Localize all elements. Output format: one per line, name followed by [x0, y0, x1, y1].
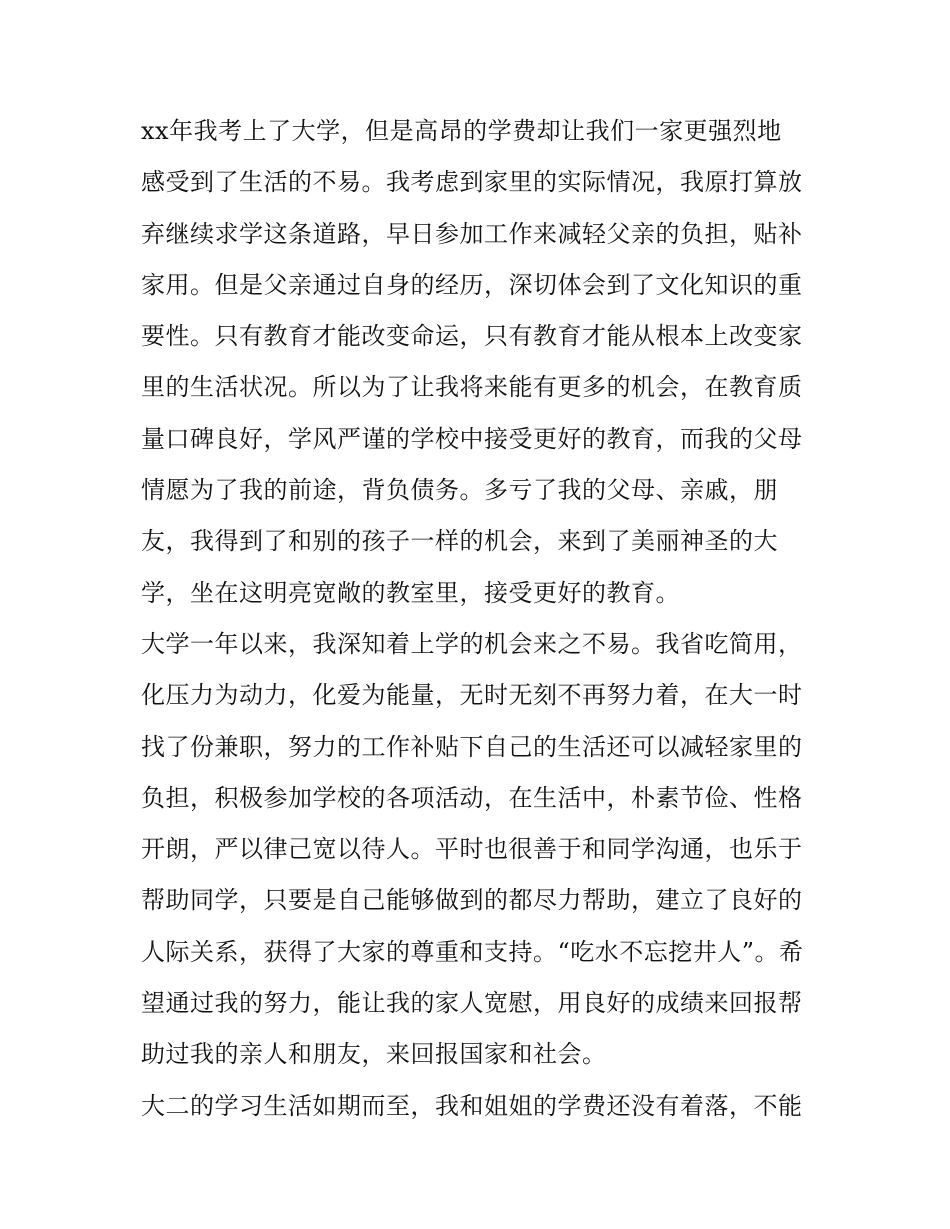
- text-line: 人际关系，获得了大家的尊重和支持。“吃水不忘挖井人”。希: [141, 937, 804, 966]
- text-line: 弃继续求学这条道路，早日参加工作来减轻父亲的负担，贴补: [141, 219, 803, 248]
- text-line: 量口碑良好，学风严谨的学校中接受更好的教育，而我的父母: [141, 424, 803, 453]
- text-line: 学，坐在这明亮宽敞的教室里，接受更好的教育。: [141, 578, 680, 607]
- text-line: 情愿为了我的前途，背负债务。多亏了我的父母、亲戚，朋: [141, 476, 778, 505]
- text-line: 大二的学习生活如期而至，我和姐姐的学费还没有着落，不能: [141, 1091, 803, 1120]
- text-line: 友，我得到了和别的孩子一样的机会，来到了美丽神圣的大: [141, 527, 778, 556]
- text-line: 帮助同学，只要是自己能够做到的都尽力帮助，建立了良好的: [141, 886, 803, 915]
- text-line: 要性。只有教育才能改变命运，只有教育才能从根本上改变家: [141, 322, 803, 351]
- text-line: 助过我的亲人和朋友，来回报国家和社会。: [141, 1040, 607, 1069]
- text-line: 感受到了生活的不易。我考虑到家里的实际情况，我原打算放: [141, 168, 803, 197]
- text-line: 望通过我的努力，能让我的家人宽慰，用良好的成绩来回报帮: [141, 989, 803, 1018]
- text-line: 里的生活状况。所以为了让我将来能有更多的机会，在教育质: [141, 373, 803, 402]
- text-line: 开朗，严以律己宽以待人。平时也很善于和同学沟通，也乐于: [141, 835, 803, 864]
- text-line: 大学一年以来，我深知着上学的机会来之不易。我省吃简用，: [141, 629, 803, 658]
- body-text: [141, 106, 821, 1132]
- text-line: 化压力为动力，化爱为能量，无时无刻不再努力着，在大一时: [141, 681, 803, 710]
- text-line: 家用。但是父亲通过自身的经历，深切体会到了文化知识的重: [141, 270, 803, 299]
- text-line: 负担，积极参加学校的各项活动，在生活中，朴素节俭、性格: [141, 783, 803, 812]
- text-line: 找了份兼职，努力的工作补贴下自己的生活还可以减轻家里的: [141, 732, 803, 761]
- text-line: xx年我考上了大学，但是高昂的学费却让我们一家更强烈地: [141, 117, 782, 145]
